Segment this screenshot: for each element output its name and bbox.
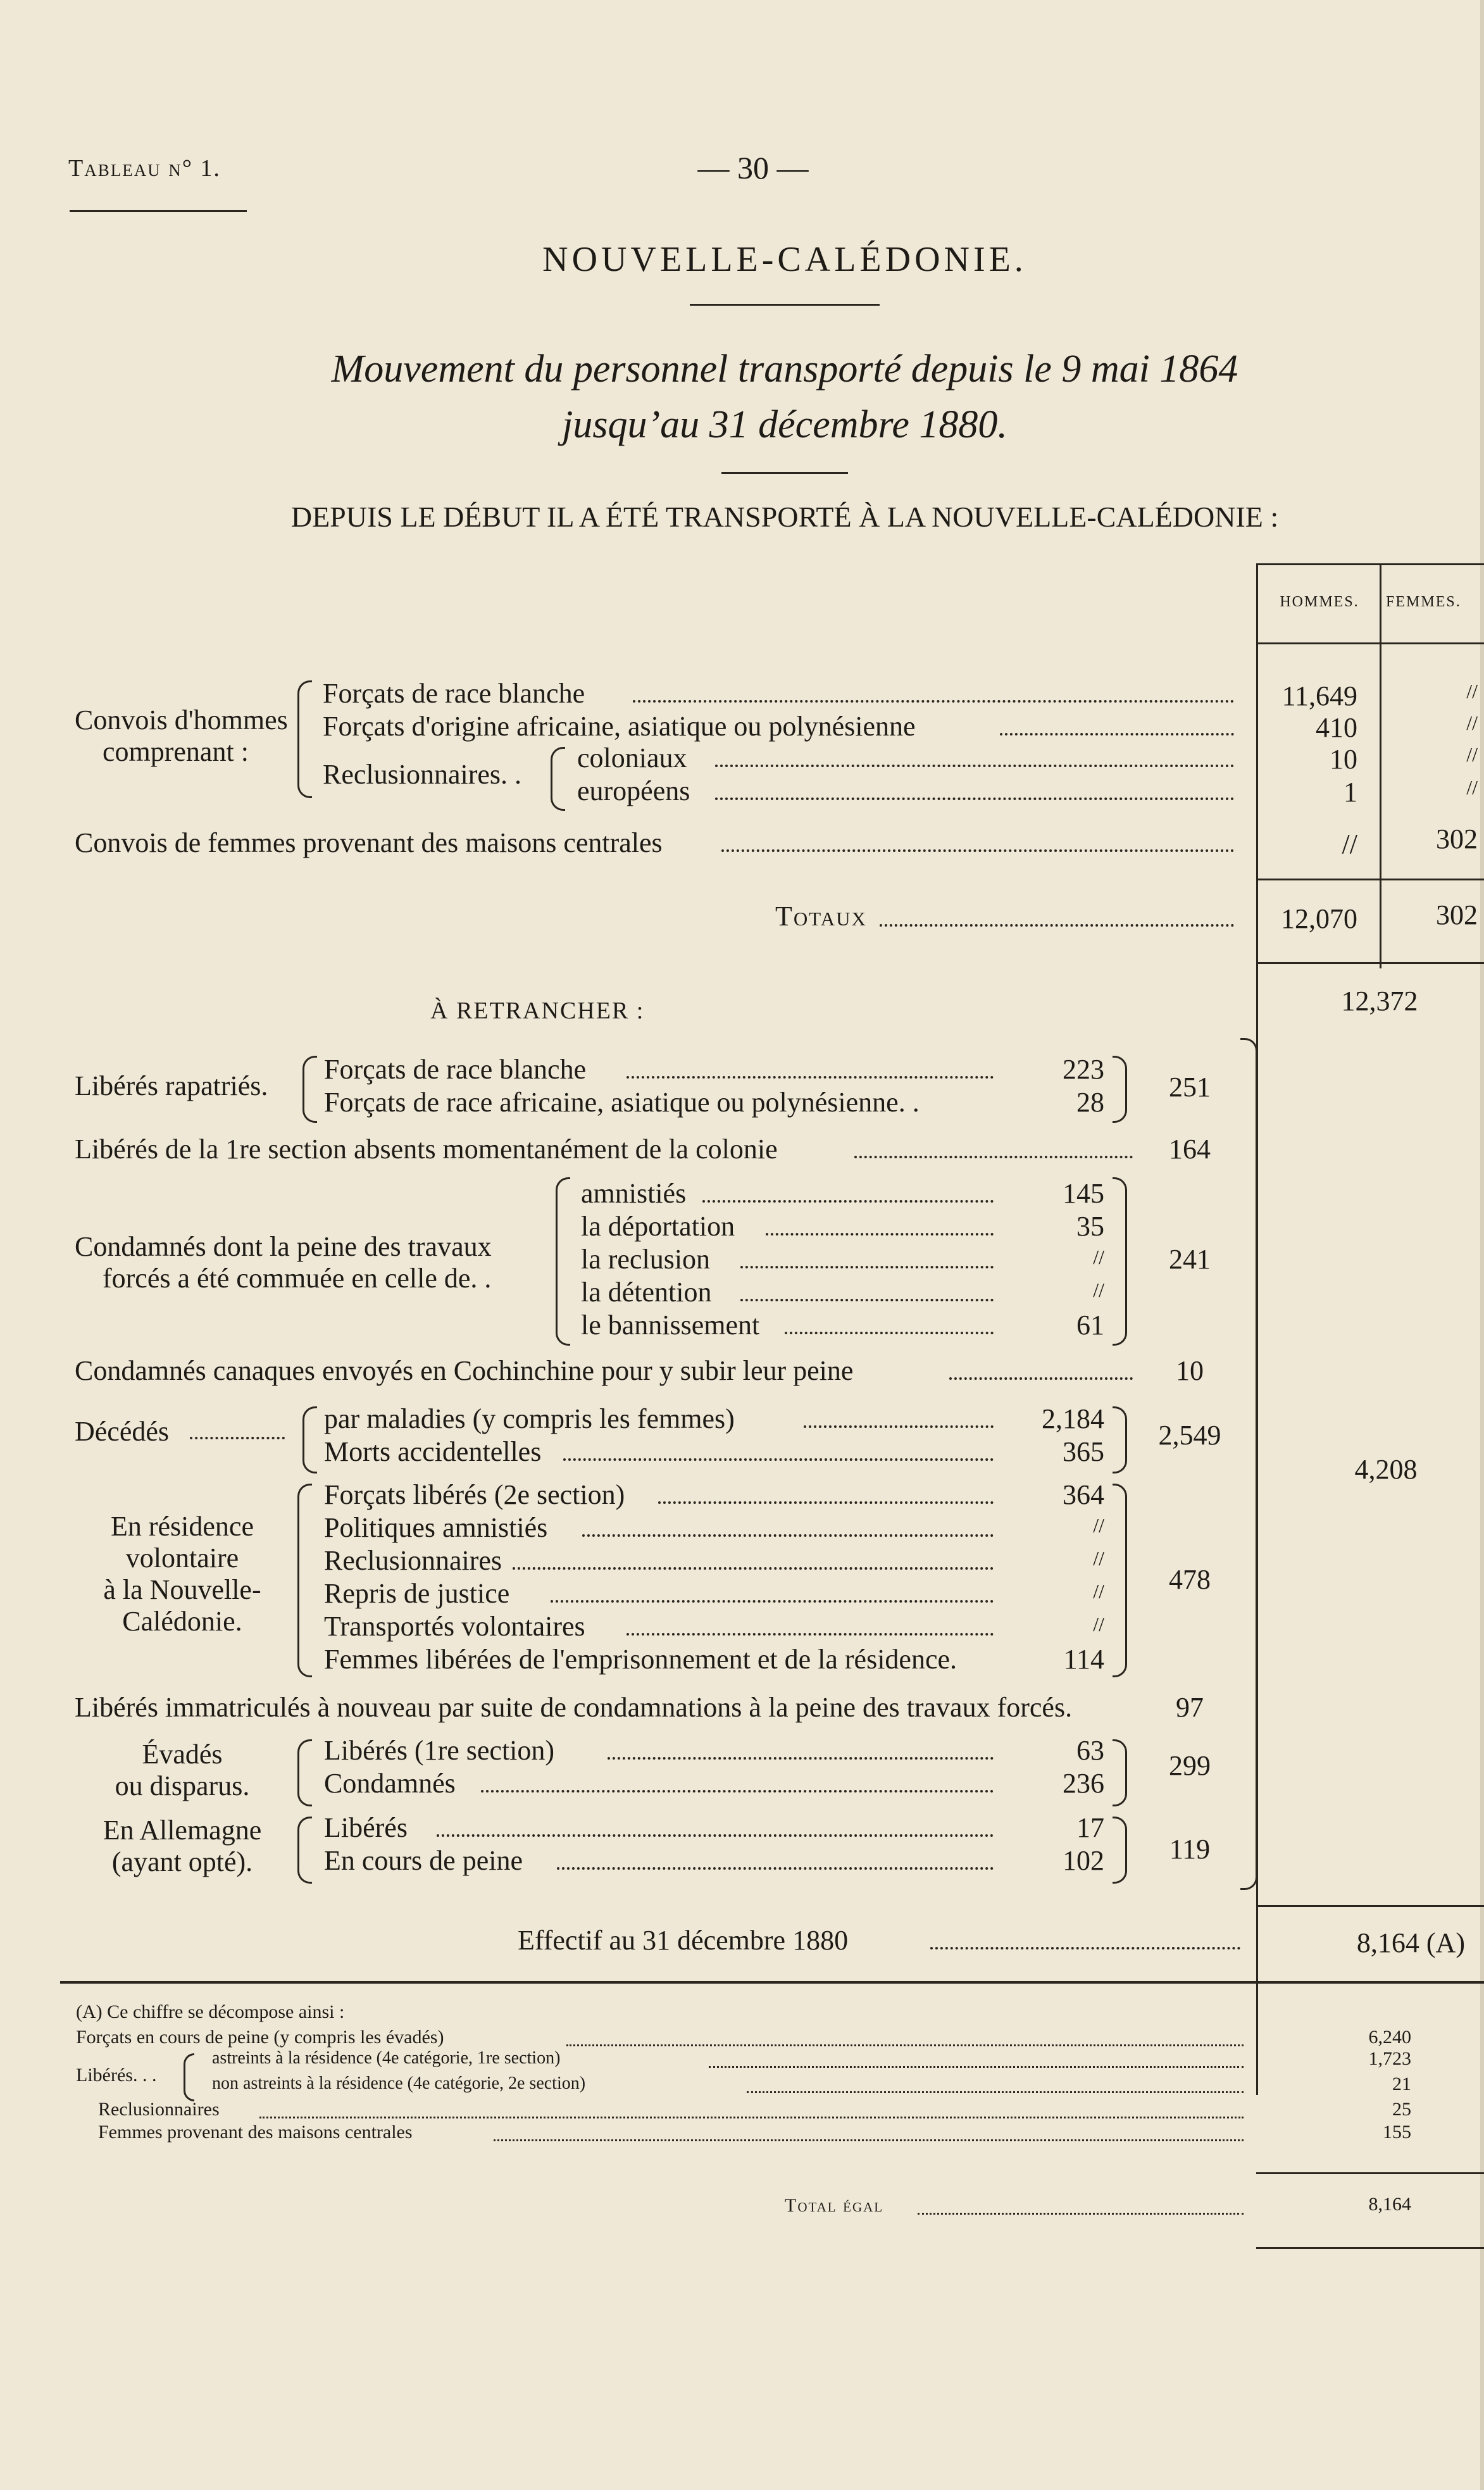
dots — [715, 798, 1234, 800]
footnote-row-4: Reclusionnaires — [98, 2099, 220, 2120]
footnote-rule — [60, 1981, 1484, 1984]
condamnes-row-1-value: 145 — [1063, 1178, 1104, 1209]
residence-row-5: Transportés volontaires — [324, 1611, 585, 1642]
immatricules-label: Libérés immatriculés à nouveau par suite de condamnations à la peine des travaux forcés. — [75, 1692, 1073, 1723]
retrancher-total-brace — [1240, 1038, 1257, 1890]
footnote-row-2-value: 1,723 — [1368, 2048, 1411, 2069]
convois-label-2: comprenant : — [103, 736, 249, 767]
allemagne-label-2: (ayant opté). — [111, 1846, 253, 1877]
residence-row-3: Reclusionnaires — [324, 1545, 502, 1576]
residence-row-6-value: 114 — [1063, 1644, 1104, 1675]
title-rule — [690, 304, 880, 306]
evades-row-1-value: 63 — [1076, 1735, 1104, 1766]
dots — [658, 1501, 994, 1504]
dots — [551, 1600, 994, 1603]
allemagne-row-1: Libérés — [324, 1812, 408, 1843]
convoi-row-4-femmes: // — [1466, 776, 1478, 799]
evades-subtotal: 299 — [1169, 1750, 1211, 1781]
convoi-femmes-label: Convois de femmes provenant des maisons centrales — [75, 827, 663, 858]
decedes-label: Décédés — [75, 1416, 170, 1447]
reclusion-brace — [551, 747, 565, 811]
decedes-subtotal: 2,549 — [1158, 1420, 1221, 1451]
condamnes-row-5: le bannissement — [581, 1310, 760, 1341]
convoi-femmes-femmes: 302 — [1436, 823, 1478, 854]
totaux-hommes: 12,070 — [1281, 903, 1357, 934]
convoi-row-3-femmes: // — [1466, 743, 1478, 766]
subtitle-rule — [721, 472, 848, 474]
dots — [785, 1332, 994, 1334]
footnote-total-value: 8,164 — [1368, 2194, 1411, 2215]
evades-brace-right — [1113, 1739, 1127, 1806]
residence-label-3: à la Nouvelle- — [103, 1574, 261, 1605]
residence-row-1: Forçats libérés (2e section) — [324, 1479, 625, 1510]
residence-brace — [297, 1484, 312, 1677]
condamnes-row-4-value: // — [1093, 1279, 1104, 1301]
condamnes-row-5-value: 61 — [1076, 1310, 1104, 1341]
evades-brace — [297, 1739, 312, 1806]
dots — [854, 1156, 1133, 1158]
totaux-femmes: 302 — [1436, 899, 1478, 930]
dots — [513, 1567, 994, 1570]
dots — [259, 2117, 1244, 2118]
dots — [1000, 733, 1234, 735]
convoi-row-2-hommes: 410 — [1316, 712, 1357, 743]
residence-row-2-value: // — [1093, 1514, 1104, 1537]
dots — [481, 1790, 994, 1792]
dots — [190, 1437, 285, 1439]
col-hommes: HOMMES. — [1280, 594, 1359, 610]
footnote-intro: (A) Ce chiffre se décompose ainsi : — [76, 2001, 345, 2022]
evades-row-2: Condamnés — [324, 1768, 456, 1799]
absents-value: 164 — [1169, 1134, 1211, 1165]
dots — [740, 1266, 994, 1268]
footnote-row-5: Femmes provenant des maisons centrales — [98, 2122, 413, 2143]
condamnes-subtotal: 241 — [1169, 1244, 1211, 1275]
evades-row-1: Libérés (1re section) — [324, 1735, 555, 1766]
condamnes-row-4: la détention — [581, 1277, 712, 1308]
evades-label-1: Évadés — [142, 1739, 223, 1770]
convoi-row-1: Forçats de race blanche — [323, 678, 585, 709]
dots — [721, 849, 1234, 852]
allemagne-brace-right — [1113, 1817, 1127, 1884]
convois-brace — [297, 680, 312, 798]
col-head-rule — [1256, 642, 1484, 644]
residence-row-6: Femmes libérées de l'emprisonnement et de la résidence. — [324, 1644, 957, 1675]
footnote-row-2: astreints à la résidence (4e catégorie, 1re section) — [212, 2048, 561, 2068]
decedes-row-1: par maladies (y compris les femmes) — [324, 1403, 735, 1434]
condamnes-label-1: Condamnés dont la peine des travaux — [75, 1231, 492, 1262]
dots — [582, 1534, 994, 1537]
residence-row-1-value: 364 — [1063, 1479, 1104, 1510]
allemagne-row-1-value: 17 — [1076, 1812, 1104, 1843]
condamnes-row-3: la reclusion — [581, 1244, 711, 1275]
evades-label-2: ou disparus. — [115, 1770, 250, 1801]
dots — [804, 1425, 994, 1428]
totaux-bottom-rule — [1256, 962, 1484, 964]
col-femmes: FEMMES. — [1386, 594, 1461, 610]
residence-row-3-value: // — [1093, 1547, 1104, 1570]
convoi-row-2-femmes: // — [1466, 711, 1478, 734]
dots — [566, 2044, 1244, 2046]
footnote-row-3: non astreints à la résidence (4e catégorie, 2e section) — [212, 2074, 586, 2093]
allemagne-row-2: En cours de peine — [324, 1845, 523, 1876]
dots — [766, 1233, 994, 1236]
footnote-row-3-value: 21 — [1392, 2074, 1411, 2094]
dots — [557, 1867, 994, 1870]
rapatries-row-2: Forçats de race africaine, asiatique ou polynésienne. . — [324, 1087, 920, 1118]
convoi-row-3: coloniaux — [577, 742, 687, 773]
page-number: — 30 — — [697, 150, 809, 185]
convoi-row-3-hommes: 10 — [1330, 744, 1357, 775]
decedes-row-2: Morts accidentelles — [324, 1436, 542, 1467]
dots — [715, 765, 1234, 767]
footnote-liberes-brace — [184, 2053, 194, 2101]
rapatries-row-2-value: 28 — [1076, 1087, 1104, 1118]
dots — [740, 1299, 994, 1301]
totaux-top-rule — [1256, 879, 1484, 880]
dots — [709, 2066, 1244, 2068]
residence-label-1: En résidence — [111, 1511, 254, 1542]
residence-brace-right — [1113, 1484, 1127, 1677]
allemagne-brace — [297, 1817, 312, 1884]
footnote-row-4-value: 25 — [1392, 2099, 1411, 2120]
dots — [949, 1377, 1133, 1380]
dots — [563, 1458, 994, 1461]
convoi-row-1-hommes: 11,649 — [1281, 680, 1357, 711]
evades-row-2-value: 236 — [1063, 1768, 1104, 1799]
rapatries-row-1-value: 223 — [1063, 1054, 1104, 1085]
dots — [627, 1633, 994, 1636]
condamnes-brace — [556, 1177, 570, 1346]
footnote-row-1: Forçats en cours de peine (y compris les évadés) — [76, 2027, 444, 2048]
dots — [494, 2139, 1244, 2141]
residence-row-2: Politiques amnistiés — [324, 1512, 548, 1543]
section-heading: DEPUIS LE DÉBUT IL A ÉTÉ TRANSPORTÉ À LA NOUVELLE-CALÉDONIE : — [290, 501, 1279, 533]
convoi-row-4: européens — [577, 775, 690, 806]
rapatries-subtotal: 251 — [1169, 1072, 1211, 1103]
subtitle-line2: jusqu’au 31 décembre 1880. — [562, 403, 1007, 446]
decedes-row-1-value: 2,184 — [1042, 1403, 1104, 1434]
totaux-grand: 12,372 — [1341, 985, 1418, 1017]
convoi-row-2: Forçats d'origine africaine, asiatique ou polynésienne — [323, 711, 916, 742]
decedes-row-2-value: 365 — [1063, 1436, 1104, 1467]
condamnes-row-1: amnistiés — [581, 1178, 687, 1209]
condamnes-row-2: la déportation — [581, 1211, 735, 1242]
page-title: NOUVELLE-CALÉDONIE. — [542, 240, 1027, 279]
col-top-rule — [1256, 563, 1484, 565]
subtitle-line1: Mouvement du personnel transporté depuis le 9 mai 1864 — [331, 347, 1238, 391]
footnote-total-label: Total égal — [785, 2195, 884, 2216]
rapatries-brace-right — [1113, 1056, 1127, 1123]
residence-label-2: volontaire — [125, 1542, 239, 1573]
allemagne-row-2-value: 102 — [1063, 1845, 1104, 1876]
immatricules-value: 97 — [1176, 1692, 1204, 1723]
rapatries-brace — [302, 1056, 317, 1123]
convois-label-1: Convois d'hommes — [75, 704, 288, 735]
tableau-rule — [70, 210, 247, 212]
condamnes-label-2: forcés a été commuée en celle de. . — [103, 1263, 492, 1294]
col-mid-rule — [1380, 563, 1381, 968]
condamnes-brace-right — [1113, 1177, 1127, 1346]
condamnes-row-2-value: 35 — [1076, 1211, 1104, 1242]
effectif-value: 8,164 (A) — [1356, 1927, 1465, 1958]
allemagne-label-1: En Allemagne — [103, 1815, 262, 1846]
retrancher-heading: À RETRANCHER : — [430, 998, 645, 1024]
dots — [918, 2213, 1244, 2215]
footnote-total-top-rule — [1256, 2172, 1484, 2174]
convoi-femmes-hommes: // — [1342, 829, 1357, 860]
footnote-liberes-label: Libérés. . . — [76, 2065, 157, 2086]
retrancher-total: 4,208 — [1354, 1454, 1418, 1485]
reclusionnaires-label: Reclusionnaires. . — [323, 759, 522, 790]
decedes-brace-right — [1113, 1406, 1127, 1473]
dots — [880, 924, 1234, 927]
footnote-bottom-rule — [1256, 2247, 1484, 2249]
effectif-top-rule — [1256, 1905, 1484, 1907]
dots — [633, 700, 1234, 703]
residence-row-4-value: // — [1093, 1580, 1104, 1603]
dots — [702, 1200, 994, 1203]
dots — [627, 1076, 994, 1079]
dots — [747, 2091, 1244, 2093]
dots — [608, 1757, 994, 1760]
rapatries-row-1: Forçats de race blanche — [324, 1054, 587, 1085]
footnote-row-5-value: 155 — [1383, 2122, 1411, 2143]
decedes-brace — [302, 1406, 317, 1473]
residence-row-5-value: // — [1093, 1613, 1104, 1636]
allemagne-subtotal: 119 — [1169, 1834, 1211, 1865]
canaques-value: 10 — [1176, 1355, 1204, 1386]
condamnes-row-3-value: // — [1093, 1246, 1104, 1268]
rapatries-label: Libérés rapatriés. — [75, 1070, 268, 1101]
tableau-label: Tableau n° 1. — [68, 155, 221, 182]
totaux-label: Totaux — [775, 901, 867, 932]
footnote-row-1-value: 6,240 — [1368, 2027, 1411, 2048]
absents-label: Libérés de la 1re section absents momentanément de la colonie — [75, 1134, 778, 1165]
residence-subtotal: 478 — [1169, 1564, 1211, 1595]
effectif-label: Effectif au 31 décembre 1880 — [518, 1925, 849, 1956]
dots — [437, 1834, 994, 1837]
convoi-row-4-hommes: 1 — [1344, 777, 1357, 808]
canaques-label: Condamnés canaques envoyés en Cochinchine pour y subir leur peine — [75, 1355, 854, 1386]
convoi-row-1-femmes: // — [1466, 680, 1478, 703]
residence-row-4: Repris de justice — [324, 1578, 510, 1609]
dots — [930, 1947, 1240, 1949]
residence-label-4: Calédonie. — [122, 1606, 242, 1637]
